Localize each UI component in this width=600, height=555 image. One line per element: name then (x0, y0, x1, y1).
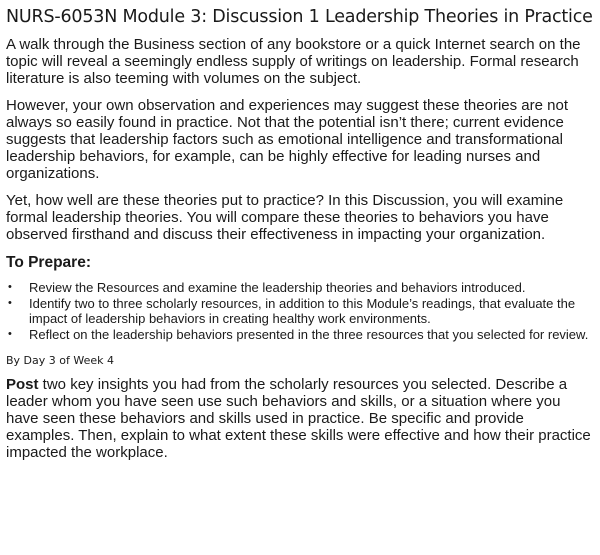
observation-paragraph: However, your own observation and experiences may suggest these theories are not always so easily found in practice. Not that the potential isn’t there; current evidence suggests that leadership factors such as emotional intelligence and transformational leadership behaviors, for example, can be highly effective for leading nurses and organizations. (6, 97, 568, 182)
list-item-text: Review the Resources and examine the leadership theories and behaviors introduced. (29, 280, 526, 295)
discussion-paragraph: Yet, how well are these theories put to practice? In this Discussion, you will examine formal leadership theories. You will compare these theories to behaviors you have observed firsthand and discuss their effectiveness in impacting your organization. (6, 192, 564, 243)
list-item (6, 327, 594, 342)
post-lead-word: Post (6, 376, 39, 393)
document-title: NURS-6053N Module 3: Discussion 1 Leadership Theories in Practice (6, 7, 593, 27)
to-prepare-heading: To Prepare: (6, 254, 91, 271)
post-text: two key insights you had from the scholarly resources you selected. Describe a leader whom you have seen use such behaviors and skills, or a situation where you have seen these behaviors and skills used in practice. Be specific and provide examples. Then, explain to what extent these skills were effective and how their practice impacted the workplace. (6, 376, 591, 461)
post-instructions (6, 376, 594, 461)
bullet-icon: • (8, 281, 12, 293)
to-prepare-list (6, 280, 594, 342)
list-item-text: Reflect on the leadership behaviors presented in the three resources that you selected for review. (29, 327, 589, 342)
by-day-label: By Day 3 of Week 4 (6, 354, 114, 367)
bullet-icon: • (8, 297, 12, 309)
intro-paragraph: A walk through the Business section of any bookstore or a quick Internet search on the topic will reveal a seemingly endless supply of writings on leadership. Formal research literature is also teeming with volumes on the subject. (6, 36, 581, 87)
list-item (6, 280, 594, 295)
bullet-icon: • (8, 328, 12, 340)
list-item-text: Identify two to three scholarly resources, in addition to this Module’s readings, that evaluate the impact of leadership behaviors in creating healthy work environments. (29, 296, 576, 326)
list-item (6, 296, 594, 326)
